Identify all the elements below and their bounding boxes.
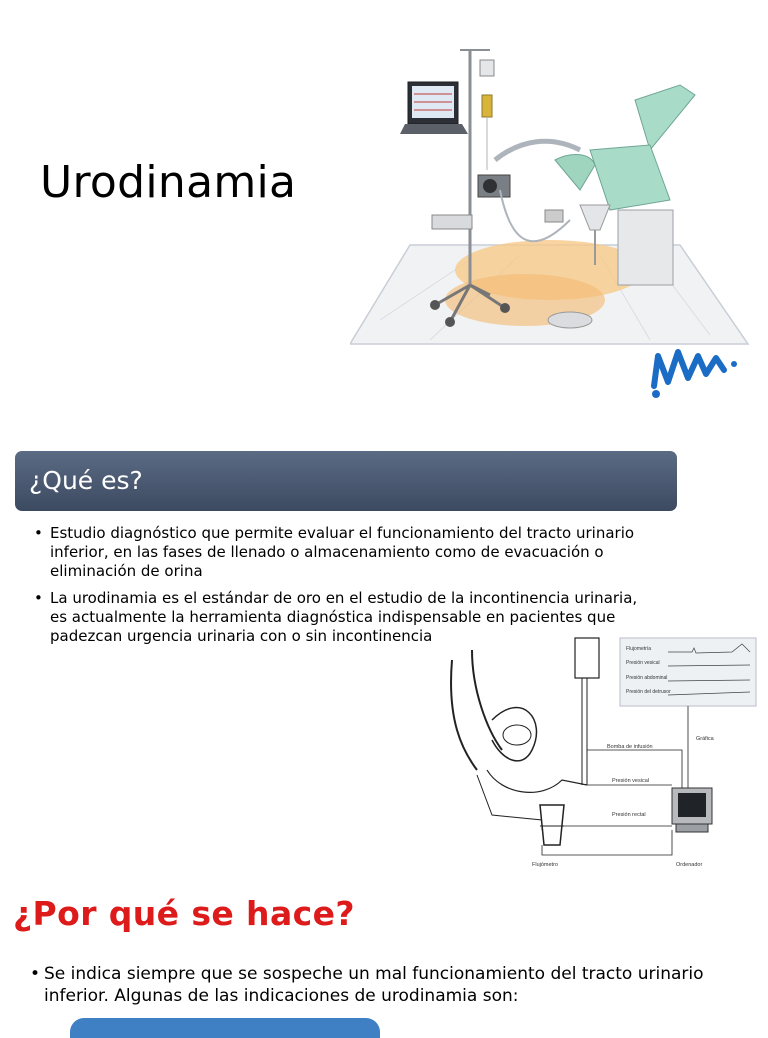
indications-box [70, 1018, 380, 1038]
label-ordenador: Ordenador [676, 862, 703, 868]
label-presion-rectal: Presión rectal [612, 812, 646, 818]
bullet-item: • Estudio diagnóstico que permite evaluar el funcionamiento del tracto urinario inferior, en las fases de llenado o almacenamiento como de evacuación o eliminación de orina [28, 524, 668, 581]
label-presion-vesical: Presión vesical [612, 778, 649, 784]
bullet-item: • La urodinamia es el estándar de oro en el estudio de la incontinencia urinaria, es actualmente la herramienta diagnóstica indispensable en pacientes que padezcan urgencia urinaria con o sin incontinencia [28, 589, 650, 646]
slide-title: Urodinamia [40, 157, 297, 209]
label-flujometro: Flujómetro [532, 862, 558, 868]
section-title: ¿Por qué se hace? [13, 894, 355, 933]
section-banner: ¿Qué es? [15, 451, 677, 511]
label-bomba-infusion: Bomba de infusión [607, 744, 653, 750]
slide-por-que-se-hace [0, 880, 768, 1024]
bullet-item: • Se indica siempre que se sospeche un mal funcionamiento del tracto urinario inferior. Algunas de las indicaciones de urodinamia son: [30, 963, 730, 1007]
bullet-list [30, 963, 730, 1007]
graph-label-presion-vesical: Presión vesical [626, 660, 660, 666]
slide-que-es [0, 430, 768, 880]
urodynamics-diagram [432, 630, 762, 870]
graph-label-presion-abdominal: Presión abdominal [626, 675, 668, 681]
slide-urodinamia [0, 0, 768, 420]
label-grafica: Gráfica [696, 736, 714, 742]
brand-logo [648, 338, 743, 400]
graph-label-flujometria: Flujometría [626, 646, 652, 652]
urodynamics-equipment-illustration [350, 40, 750, 350]
graph-label-presion-detrusor: Presión del detrusor [626, 689, 671, 695]
